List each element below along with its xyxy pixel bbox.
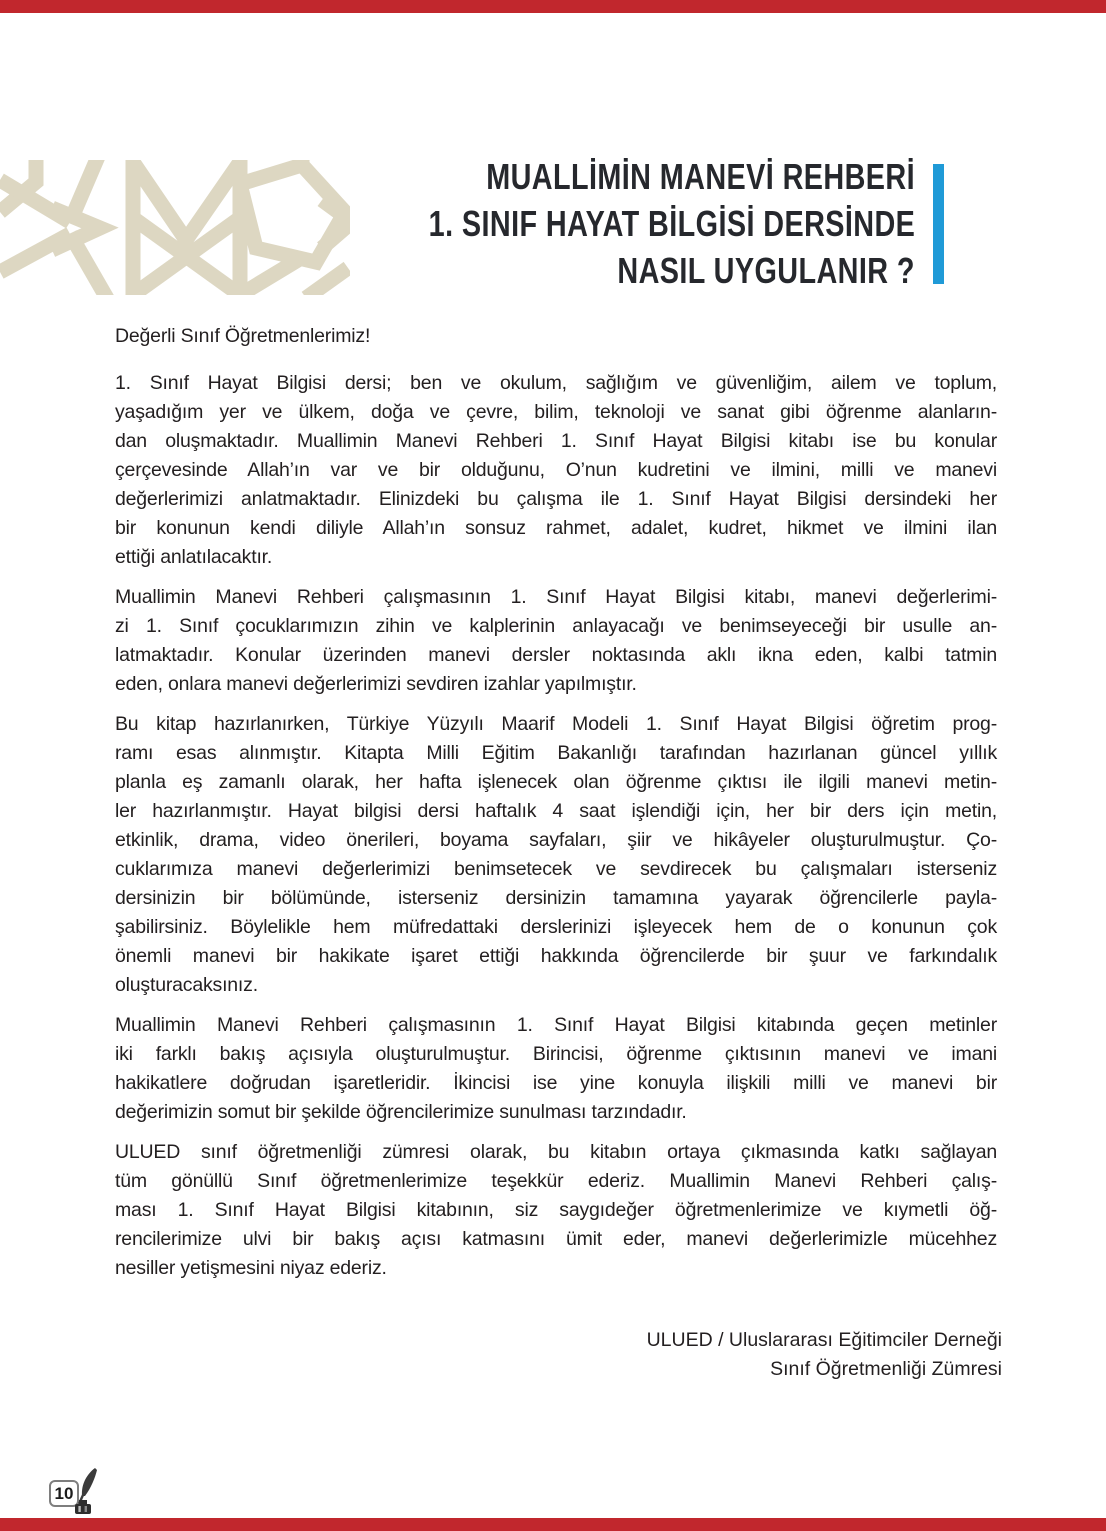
- text-line: planla eş zamanlı olarak, her hafta işlenecek olan öğrenme çıktısı ile ilgili manevi metin-: [115, 771, 997, 793]
- text-line: 1. Sınıf Hayat Bilgisi dersi; ben ve okulum, sağlığım ve güvenliğim, ailem ve toplum,: [115, 372, 997, 394]
- paragraph: [115, 1138, 997, 1283]
- text-line: ULUED sınıf öğretmenliği zümresi olarak, bu kitabın ortaya çıkmasında katkı sağlayan: [115, 1141, 997, 1163]
- pattern-svg: [0, 160, 350, 295]
- page-title: [307, 153, 915, 294]
- page-number: 10: [54, 1483, 74, 1503]
- text-line: nesiller yetişmesini niyaz ederiz.: [115, 1257, 387, 1279]
- text-line: tüm gönüllü Sınıf öğretmenlerimize teşekkür ederiz. Muallimin Manevi Rehberi çalış-: [115, 1170, 997, 1192]
- text-line: Muallimin Manevi Rehberi çalışmasının 1. Sınıf Hayat Bilgisi kitabı, manevi değerlerimi-: [115, 586, 997, 608]
- text-line: ması 1. Sınıf Hayat Bilgisi kitabının, siz saygıdeğer öğretmenlerimize ve kıymetli öğ-: [115, 1199, 997, 1221]
- text-line: Bu kitap hazırlanırken, Türkiye Yüzyılı Maarif Modeli 1. Sınıf Hayat Bilgisi öğretim prog-: [115, 713, 997, 735]
- greeting-line: Değerli Sınıf Öğretmenlerimiz!: [115, 325, 371, 347]
- text-line: yaşadığım yer ve ülkem, doğa ve çevre, bilim, teknoloji ve sanat gibi öğrenme alanların-: [115, 401, 997, 423]
- text-line: ler hazırlanmıştır. Hayat bilgisi dersi haftalık 4 saat işlendiği için, her bir ders için metin,: [115, 800, 997, 822]
- text-line: hakikatlere doğrudan işaretleridir. İkincisi ise yine konuyla ilişkili milli ve manevi bir: [115, 1072, 997, 1094]
- text-line: çerçevesinde Allah’ın var ve bir olduğunu, O’nun kudretini ve ilmini, milli ve manevi: [115, 459, 997, 481]
- signature-line: ULUED / Uluslararası Eğitimciler Derneği: [646, 1329, 1002, 1351]
- text-line: oluşturacaksınız.: [115, 974, 258, 996]
- title-line: NASIL UYGULANIR ?: [617, 250, 915, 291]
- text-line: Muallimin Manevi Rehberi çalışmasının 1. Sınıf Hayat Bilgisi kitabında geçen metinler: [115, 1014, 997, 1036]
- text-line: dersinizin bir bölümünde, isterseniz dersinizin tamamına yayarak öğrencilerle payla-: [115, 887, 997, 909]
- text-line: önemli manevi bir hakikate işaret ettiği hakkında öğrencilerde bir şuur ve farkındalık: [115, 945, 997, 967]
- text-line: cuklarımıza manevi değerlerimizi benimsetecek ve sevdirecek bu çalışmaları isterseniz: [115, 858, 997, 880]
- title-accent-bar: [933, 164, 944, 284]
- text-line: eden, onlara manevi değerlerimizi sevdiren izahlar yapılmıştır.: [115, 673, 637, 695]
- text-line: ettiği anlatılacaktır.: [115, 546, 273, 568]
- signature-block: [647, 1326, 1002, 1384]
- text-line: dan oluşmaktadır. Muallimin Manevi Rehberi 1. Sınıf Hayat Bilgisi kitabı ise bu konular: [115, 430, 997, 452]
- page-edge-marker-top: [0, 0, 1106, 13]
- page-title-block: [307, 153, 944, 294]
- title-line: 1. SINIF HAYAT BİLGİSİ DERSİNDE: [428, 203, 915, 244]
- text-line: değerimizin somut bir şekilde öğrencilerimize sunulması tarzındadır.: [115, 1101, 687, 1123]
- title-line: MUALLİMİN MANEVİ REHBERİ: [486, 156, 915, 197]
- signature-line: Sınıf Öğretmenliği Zümresi: [770, 1358, 1002, 1380]
- text-line: ramı esas alınmıştır. Kitapta Milli Eğitim Bakanlığı tarafından hazırlanan güncel yıllık: [115, 742, 997, 764]
- paragraph: [115, 1011, 997, 1127]
- text-line: zi 1. Sınıf çocuklarımızın zihin ve kalplerinin anlayacağı ve benimseyeceği bir usulle an-: [115, 615, 997, 637]
- body-text-column: [115, 322, 997, 1294]
- text-line: iki farklı bakış açısıyla oluşturulmuştur. Birincisi, öğrenme çıktısının manevi ve imani: [115, 1043, 997, 1065]
- text-line: etkinlik, drama, video önerileri, boyama sayfaları, şiir ve hikâyeler oluşturulmuştur. Ço-: [115, 829, 997, 851]
- text-line: bir konunun kendi diliyle Allah’ın sonsuz rahmet, adalet, kudret, hikmet ve ilmini ilan: [115, 517, 997, 539]
- paragraph: [115, 369, 997, 572]
- paragraph: [115, 583, 997, 699]
- text-line: rencilerimize ulvi bir bakış açısı katmasını ümit eder, manevi değerlerimizle mücehhez: [115, 1228, 997, 1250]
- text-line: değerlerimizi anlatmaktadır. Elinizdeki bu çalışma ile 1. Sınıf Hayat Bilgisi dersindeki her: [115, 488, 997, 510]
- islamic-geometric-pattern-icon: [0, 160, 350, 295]
- quill-inkwell-icon: [70, 1467, 104, 1520]
- paragraphs-container: [115, 369, 997, 1283]
- page-edge-marker-bottom: [0, 1518, 1106, 1531]
- text-line: latmaktadır. Konular üzerinden manevi dersler noktasında aklı ikna eden, kalbi tatmin: [115, 644, 997, 666]
- text-line: şabilirsiniz. Böylelikle hem müfredattaki derslerinizi işleyecek hem de o konunun çok: [115, 916, 997, 938]
- paragraph: [115, 710, 997, 1000]
